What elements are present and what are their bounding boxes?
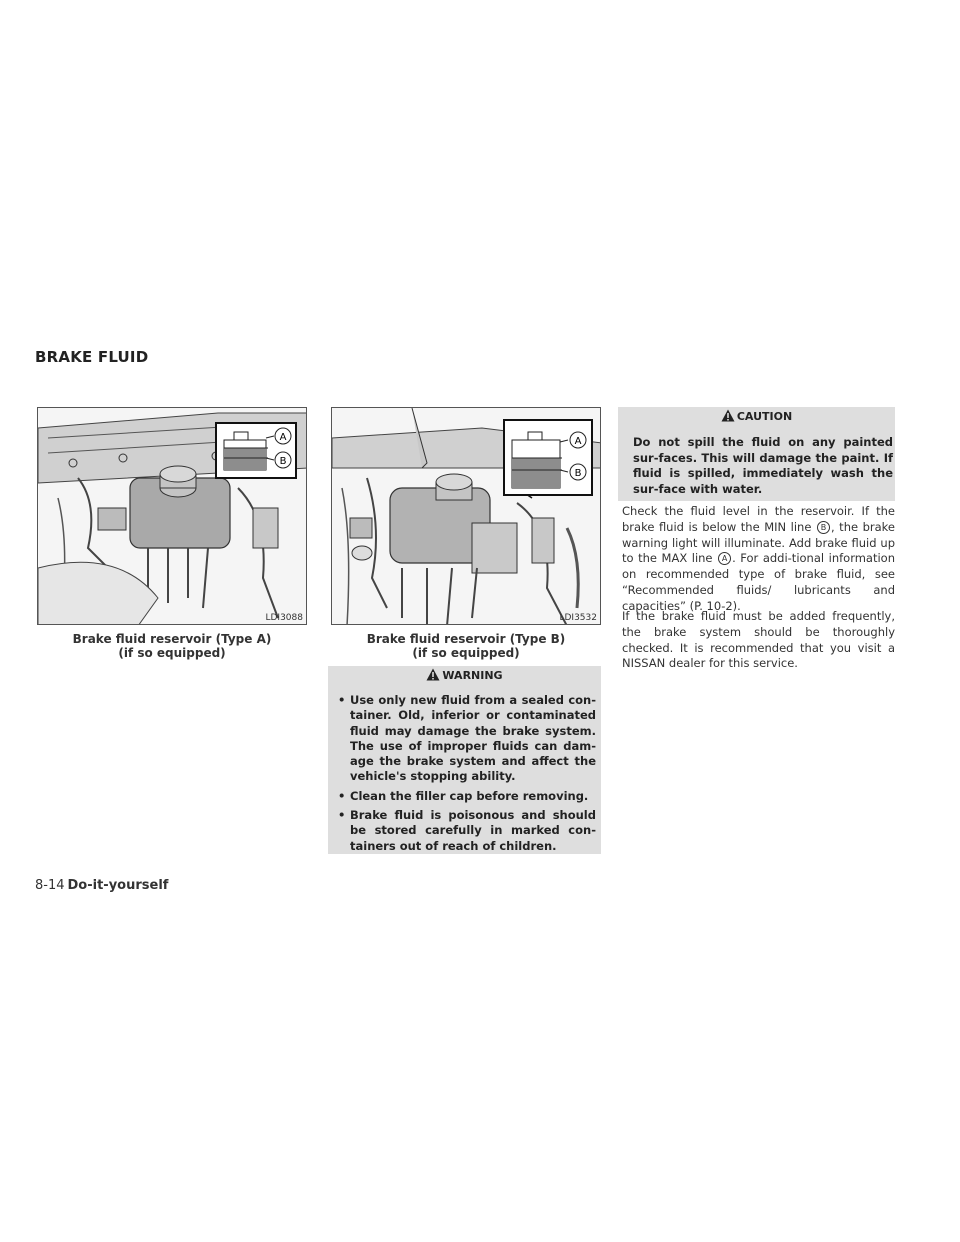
- caption-line-2: (if so equipped): [412, 646, 520, 660]
- marker-a-label: A: [279, 432, 287, 443]
- body-text: , the brake warning light will illuminate. Add brake fluid up to the MAX line: [622, 519, 895, 566]
- figure-code: LDI3532: [559, 613, 597, 623]
- body-text: . For addi-tional information on recommended type of brake fluid, see “Recommended fluids/ lubricants and capacities” (P. 10-2).: [622, 551, 896, 613]
- warning-triangle-icon: [721, 409, 735, 422]
- warning-item-text: Use only new fluid from a sealed con-tainer. Old, inferior or contaminated fluid may damage the brake system. The use of improper fluids can dam-age the brake system and affect the vehicle's stopping ability.: [350, 693, 596, 784]
- caution-box: [618, 407, 895, 501]
- body-text: Check the fluid level in the reservoir. If the brake fluid is below the MIN line: [622, 504, 895, 534]
- marker-a-icon: A: [718, 552, 731, 565]
- section-title: BRAKE FLUID: [35, 348, 149, 366]
- caption-line-1: Brake fluid reservoir (Type A): [72, 632, 272, 646]
- page-footer: [35, 878, 168, 893]
- page-number: 8-14: [35, 878, 65, 893]
- warning-title: WARNING: [442, 669, 503, 682]
- caution-text: Do not spill the fluid on any painted sur-faces. This will damage the paint. If fluid is spilled, immediately wash the sur-face with water.: [633, 435, 893, 496]
- warning-list: [338, 693, 596, 858]
- reservoir-type-b-illustration: [332, 408, 601, 625]
- warning-triangle-icon: [426, 668, 440, 681]
- warning-item-text: Clean the filler cap before removing.: [350, 788, 589, 803]
- chapter-title: Do-it-yourself: [67, 878, 169, 893]
- caption-line-1: Brake fluid reservoir (Type B): [366, 632, 566, 646]
- marker-a-label: A: [574, 436, 582, 447]
- figure-caption: [331, 632, 601, 660]
- reservoir-type-a-illustration: [38, 408, 307, 625]
- caption-line-2: (if so equipped): [118, 646, 226, 660]
- list-item: • Use only new fluid from a sealed con-tainer. Old, inferior or contaminated fluid may damage the brake system. The use of improper fluids can dam-age the brake system and affect the vehicle's stopping ability.: [338, 693, 596, 784]
- figure-code: LDI3088: [265, 613, 303, 623]
- list-item: • Brake fluid is poisonous and should be stored carefully in marked con-tainers out of reach of children.: [338, 808, 596, 853]
- figure-caption: [37, 632, 307, 660]
- body-paragraph: [622, 504, 895, 615]
- caution-title: CAUTION: [736, 410, 793, 423]
- figure-type-b: [331, 407, 601, 625]
- warning-box: [328, 666, 601, 854]
- caution-header: [618, 407, 895, 427]
- body-paragraph: If the brake fluid must be added frequently, the brake system should be thoroughly checked. It is recommended that you visit a NISSAN dealer for this service.: [622, 609, 895, 671]
- marker-b-icon: B: [817, 521, 830, 534]
- list-item: • Clean the filler cap before removing.: [338, 788, 589, 803]
- warning-header: [328, 666, 601, 686]
- marker-b-label: B: [279, 456, 287, 467]
- figure-type-a: [37, 407, 307, 625]
- marker-b-label: B: [574, 468, 582, 479]
- warning-item-text: Brake fluid is poisonous and should be stored carefully in marked con-tainers out of reach of children.: [350, 808, 596, 853]
